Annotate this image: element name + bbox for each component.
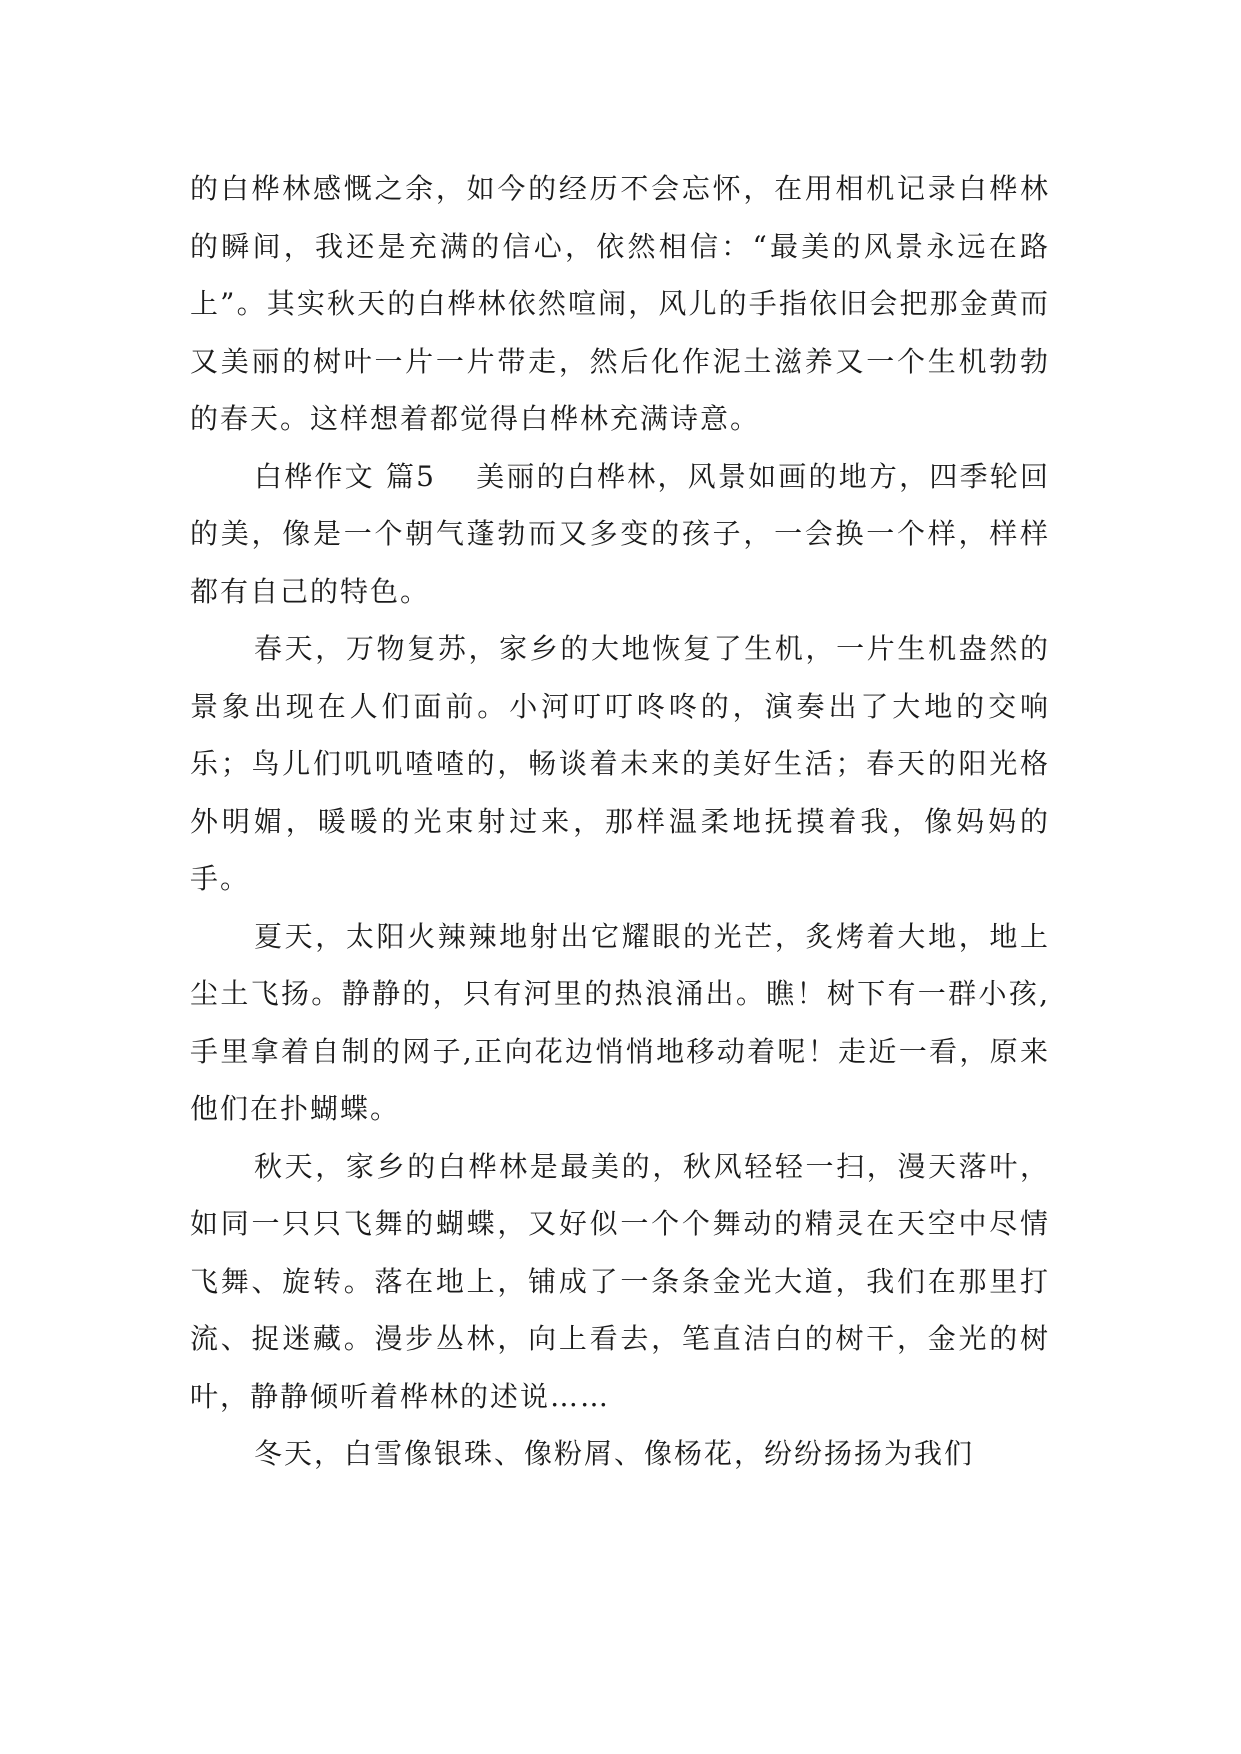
paragraph-autumn: 秋天，家乡的白桦林是最美的，秋风轻轻一扫，漫天落叶，如同一只只飞舞的蝴蝶，又好似一个个舞动的精灵在天空中尽情飞舞、旋转。落在地上，铺成了一条条金光大道，我们在那里打流、捉迷藏。漫步丛林，向上看去，笔直洁白的树干，金光的树叶，静静倾听着桦林的述说…… xyxy=(190,1149,1050,1413)
paragraph-spring: 春天，万物复苏，家乡的大地恢复了生机，一片生机盎然的景象出现在人们面前。小河叮叮咚咚的，演奏出了大地的交响乐；鸟儿们叽叽喳喳的，畅谈着未来的美好生活；春天的阳光格外明媚，暖暖的光束射过来，那样温柔地抚摸着我，像妈妈的手。 xyxy=(190,632,1050,895)
essay-body xyxy=(190,160,1050,1483)
paragraph-winter: 冬天，白雪像银珠、像粉屑、像杨花，纷纷扬扬为我们 xyxy=(254,1437,975,1470)
paragraph-essay-5-intro xyxy=(190,448,1050,621)
paragraph-autumn-reflection: 的白桦林感慨之余，如今的经历不会忘怀，在用相机记录白桦林的瞬间，我还是充满的信心，依然相信：“最美的风景永远在路上”。其实秋天的白桦林依然喧闹，风儿的手指依旧会把那金黄而又美丽的树叶一片一片带走，然后化作泥土滋养又一个生机勃勃的春天。这样想着都觉得白桦林充满诗意。 xyxy=(190,172,1050,435)
essay-heading: 白桦作文 篇5 xyxy=(254,459,436,493)
paragraph-summer: 夏天，太阳火辣辣地射出它耀眼的光芒，炙烤着大地，地上尘土飞扬。静静的，只有河里的热浪涌出。瞧！树下有一群小孩,手里拿着自制的网子,正向花边悄悄地移动着呢！走近一看，原来他们在扑蝴蝶。 xyxy=(190,919,1050,1125)
intro-text: 美丽的白桦林，风景如画的地方，四季轮回的美，像是一个朝气蓬勃而又多变的孩子，一会换一个样，样样都有自己的特色。 xyxy=(190,459,1050,608)
